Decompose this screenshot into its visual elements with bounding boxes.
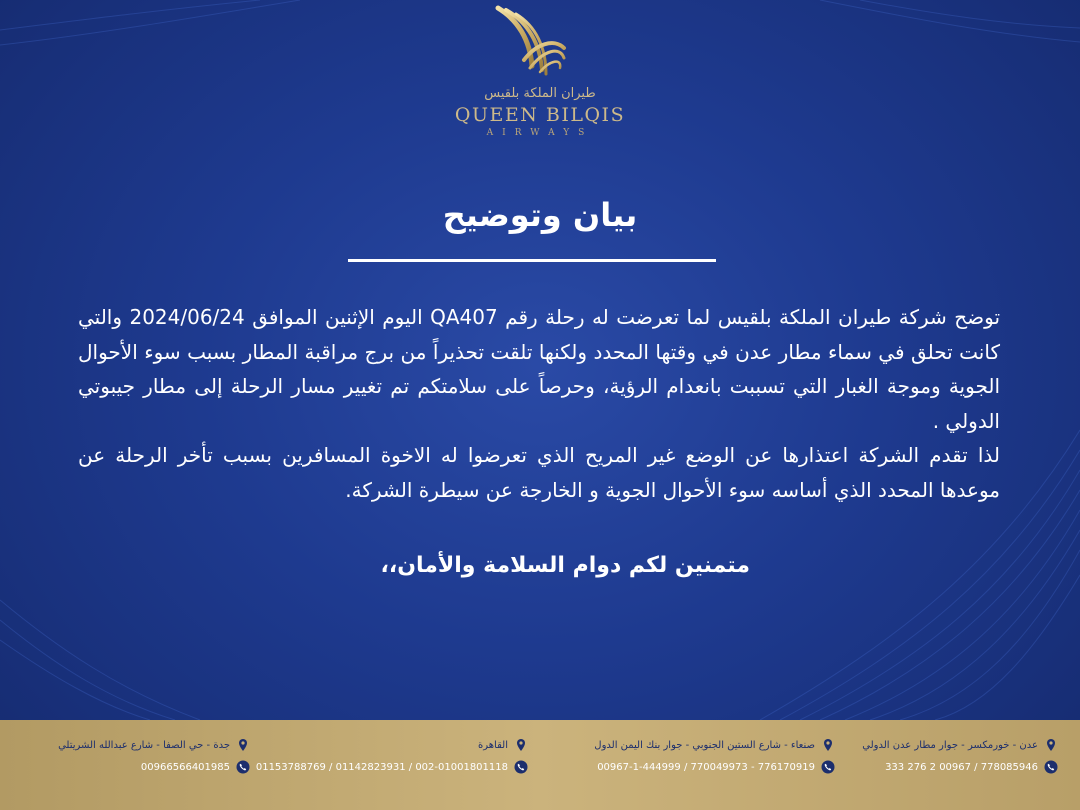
location-pin-icon <box>514 738 528 752</box>
phone-icon <box>514 760 528 774</box>
location-pin-icon <box>1044 738 1058 752</box>
statement-body <box>78 300 1000 507</box>
office-sanaa <box>594 736 835 776</box>
office-address: جدة - حي الصفا - شارع عبدالله الشريتلي <box>58 739 230 751</box>
office-address: صنعاء - شارع الستين الجنوبي - جوار بنك اليمن الدول <box>594 739 815 751</box>
office-phones: 778085946 / 00967 2 276 333 <box>885 761 1038 773</box>
phone-icon <box>1044 760 1058 774</box>
closing-line: متمنين لكم دوام السلامة والأمان،، <box>380 553 750 578</box>
location-pin-icon <box>236 738 250 752</box>
office-aden <box>862 736 1058 776</box>
office-address: القاهرة <box>478 739 508 751</box>
statement-paragraph-1: توضح شركة طيران الملكة بلقيس لما تعرضت له رحلة رقم QA407 اليوم الإثنين الموافق 2024/06/24 والتي كانت تحلق في سماء مطار عدن في وقتها المحدد ولكنها تلقت تحذيراً من برج مراقبة المطار بسبب سوء الأحوال الجوية وموجة الغبار التي تسببت بانعدام الرؤية، وحرصاً على سلامتكم تم تغيير مسار الرحلة إلى مطار جيبوتي الدولي . <box>78 305 1001 433</box>
office-phones: 00966566401985 <box>140 761 230 773</box>
contact-footer <box>0 720 1080 810</box>
office-address: عدن - خورمكسر - جوار مطار عدن الدولي <box>862 739 1038 751</box>
location-pin-icon <box>821 738 835 752</box>
office-phones: 002-01001801118 / 01142823931 / 01153788769 <box>255 761 508 773</box>
title-underline <box>348 259 716 262</box>
brand-name-english: QUEEN BILQIS <box>454 104 626 126</box>
brand-tagline: AIRWAYS <box>486 128 594 138</box>
phone-icon <box>821 760 835 774</box>
statement-paragraph-2: لذا تقدم الشركة اعتذارها عن الوضع غير المريح الذي تعرضوا له الاخوة المسافرين بسبب تأخر الرحلة عن موعدها المحدد الذي أساسه سوء الأحوال الجوية و الخارجة عن سيطرة الشركة. <box>78 443 1000 502</box>
office-jeddah <box>58 736 250 776</box>
statement-title: بيان وتوضيح <box>442 196 638 234</box>
office-phones: 776170919 - 770049973 / 00967-1-444999 <box>597 761 815 773</box>
phone-icon <box>236 760 250 774</box>
brand-name-arabic: طيران الملكة بلقيس <box>484 86 596 101</box>
office-cairo <box>256 736 528 776</box>
